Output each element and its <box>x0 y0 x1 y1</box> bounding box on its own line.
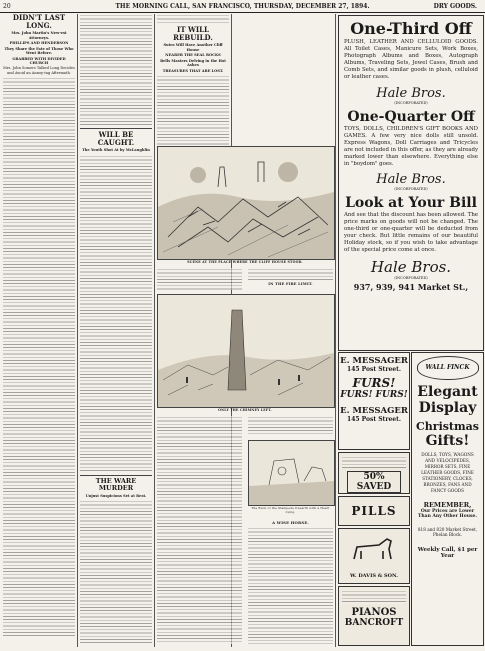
pills-label: PILLS <box>351 504 397 518</box>
messager-street: 145 Post Street. <box>347 366 401 373</box>
hale-address: 937, 939, 941 Market St., <box>353 281 469 292</box>
article-headline: THE WARE MURDER <box>95 476 137 493</box>
page-number: 20 <box>3 3 11 10</box>
chimney-engraving <box>158 295 334 407</box>
chimney-caption: ONLY THE CHIMNEY LEFT. <box>218 408 272 412</box>
ad-body: TOYS, DOLLS, CHILDREN'S GIFT BOOKS AND GAMES. A few very nice dolls still unsold. Express Wagons, Doll Carriages and Tricycles are not included in this offer, as they are already marked lower than elsewhere. Everything else in "boydom" goes. <box>344 126 478 168</box>
gift-items-list: DOLLS, TOYS, WAGONS AND VELOCIPEDES, MIRROR SETS, FINE LEATHER GOODS, FINE STATIONERY, CLOCKS, BRONZES, FANS AND FANCY GOODS <box>421 452 474 493</box>
article-headline: DIDN'T LAST LONG. <box>12 14 66 31</box>
christmas-gifts-advertisement <box>411 352 484 646</box>
ruins-caption: SCENE AT THE PLACE WHERE THE CLIFF HOUSE STOOD. <box>187 260 303 264</box>
ad-headline: Look at Your Bill <box>345 195 477 212</box>
horse-advertisement <box>338 528 410 584</box>
article-subhead: GRABBED WITH DIVIDED CHURCH <box>12 56 66 65</box>
messager-name: E. MESSAGER <box>340 406 408 416</box>
horse-icon <box>339 529 409 569</box>
brand-logo: WALL FINCK <box>417 356 479 380</box>
column-rule <box>77 14 78 647</box>
chimney-illustration <box>157 294 335 408</box>
article-body-text <box>3 77 75 637</box>
store-address: 818 and 820 Market Street, Phelan Block. <box>417 527 478 537</box>
column-rule <box>335 14 336 647</box>
fire-limit-headline: IN THE FIRE LIMIT. <box>268 282 313 286</box>
article-subhead: Sutro Will Have Another Cliff House <box>163 43 223 52</box>
furniture-advertisement <box>338 452 410 494</box>
relic-caption: The Relic of the Stampede Unearth with a Heart Lying. <box>251 506 330 514</box>
article-subhead: Mrs. John Martin's New-est Attorneys. <box>11 31 67 40</box>
column-rule <box>154 14 155 647</box>
article-subhead: They Share the Fate of Those Who Went Before. <box>4 46 74 56</box>
relic-engraving <box>249 441 334 505</box>
gifts-heading: Gifts! <box>425 433 470 449</box>
furs-label: FURS! FURS! <box>340 390 408 400</box>
hale-bros-advertisement <box>338 15 484 351</box>
article-body-text <box>157 416 242 644</box>
hale-bros-signature: Hale Bros. <box>376 86 446 101</box>
article-subhead: The Youth Shot At by McLaughlin <box>82 148 150 153</box>
article-subhead: Bells Masters Delving in the Hot Ashes <box>160 58 226 68</box>
article-column-2 <box>80 14 152 645</box>
incorporated-label: (INCORPORATED) <box>394 276 428 281</box>
messager-furs-advertisement <box>338 352 410 450</box>
ad-body: PLUSH, LEATHER AND CELLULOID GOODS. All Toilet Cases, Manicure Sets, Work Boxes, Photograph Albums and Boxes, Autograph Albums, Traveling Sets, Jewel Cases, Brush and Comb Sets, and similar goods in plush, celluloid or leather cases. <box>344 39 478 80</box>
christmas-heading: Christmas <box>416 420 479 433</box>
cliff-house-ruins-illustration <box>157 146 335 260</box>
remember-subtext: Our Prices are Lower Than Any Other House. <box>418 509 477 519</box>
hale-bros-signature: Hale Bros. <box>370 258 452 277</box>
incorporated-label: (INCORPORATED) <box>394 101 428 105</box>
display-heading: Display <box>418 400 477 416</box>
article-column-1 <box>3 14 75 645</box>
davis-name: W. DAVIS & SON. <box>350 573 398 579</box>
pianos-label: PIANOS <box>351 607 397 618</box>
article-body-text <box>80 500 152 645</box>
section-label: DRY GOODS. <box>433 3 477 10</box>
elegant-heading: Elegant <box>417 384 478 400</box>
incorporated-label: (INCORPORATED) <box>394 187 428 192</box>
bancroft-label: BANCROFT <box>344 618 404 628</box>
article-headline: WILL BE CAUGHT. <box>97 130 135 148</box>
article-subhead: Mrs. John Somers Talked Long Decides and Avoid an Annoy-ing Aftermath. <box>3 66 75 75</box>
remember-heading: REMEMBER, <box>423 501 472 509</box>
ad-headline: One-Quarter Off <box>347 109 475 126</box>
relic-illustration <box>248 440 335 506</box>
messager-name: E. MESSAGER <box>340 356 408 366</box>
saved-badge: 50% SAVED <box>347 471 401 493</box>
article-body-text <box>80 155 152 473</box>
article-headline: IT WILL REBUILD. <box>173 25 213 43</box>
article-body-text <box>248 268 333 280</box>
pills-advertisement <box>338 496 410 526</box>
article-body-text <box>248 416 333 436</box>
article-body-text <box>157 14 229 24</box>
article-body-text <box>157 75 229 155</box>
masthead-title: THE MORNING CALL, SAN FRANCISCO, THURSDAY, DECEMBER 27, 1894. <box>115 3 370 10</box>
weekly-call-notice: Weekly Call, $1 per Year <box>417 547 478 559</box>
ad-body: And see that the discount has been allowed. The price marks on goods will not be changed. The one-third or one-quarter will be deducted from your check. But little remains of our beautiful Holiday stock, so if you wish to take advantage of the special price come at once. <box>344 212 478 254</box>
furs-label: FURS! <box>352 376 396 390</box>
article-subhead: PHILLIPS AND HENDERSON <box>9 41 69 46</box>
article-body-text <box>157 268 242 290</box>
article-subhead: Unjust Suspicions Set at Rest. <box>85 493 147 498</box>
masthead-bar <box>0 0 485 13</box>
messager-street: 145 Post Street. <box>347 416 401 423</box>
hale-bros-signature: Hale Bros. <box>376 172 446 188</box>
article-subhead: TREASURES THAT ARE LOST. <box>162 68 224 73</box>
pianos-advertisement <box>338 586 410 646</box>
wise-horse-headline: A WISE HORSE. <box>272 520 309 525</box>
article-subhead: NEARER THE SEAL ROCKS <box>165 53 221 58</box>
article-body-text <box>80 14 152 126</box>
article-body-text <box>248 527 333 644</box>
ad-headline: One-Third Off <box>350 19 472 38</box>
ruins-engraving <box>158 147 334 259</box>
